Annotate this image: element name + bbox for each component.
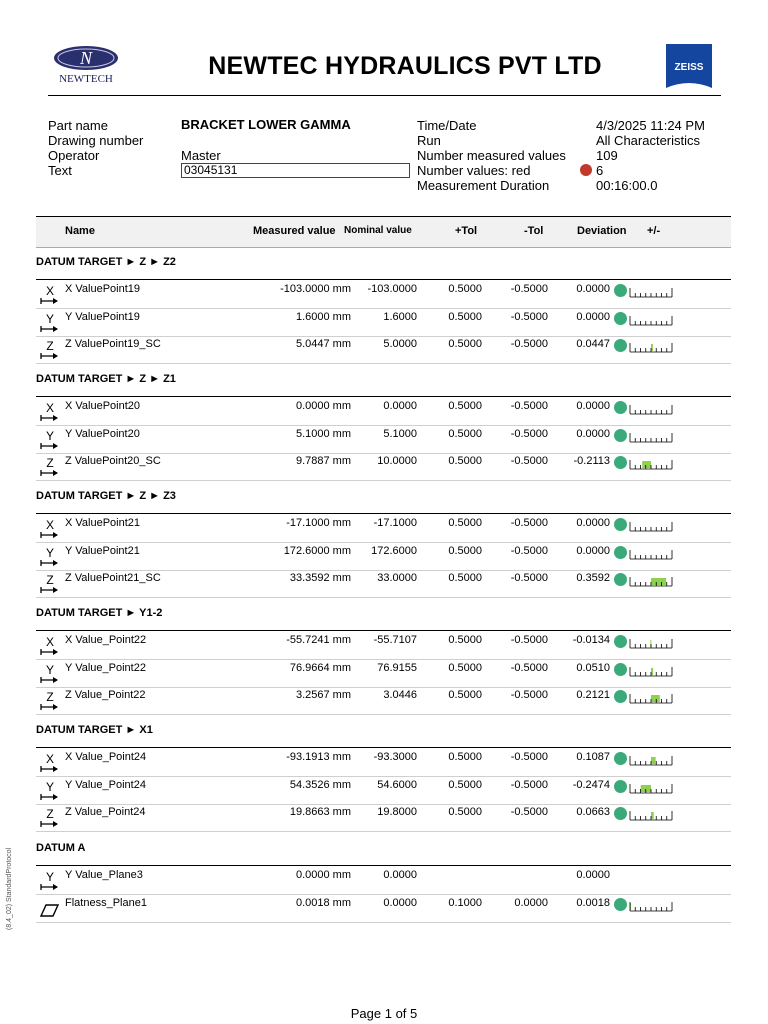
nominal-value: 5.1000 <box>383 427 417 440</box>
y-axis-icon <box>38 867 60 893</box>
minus-tol-value: -0.5000 <box>510 427 548 440</box>
group-title: DATUM A <box>36 842 86 854</box>
table-row <box>36 335 731 364</box>
minus-tol-value: -0.5000 <box>510 400 548 412</box>
info-values-right <box>596 118 705 193</box>
measured-value: 76.9664 mm <box>289 661 351 674</box>
status-dot <box>614 752 627 765</box>
minus-tol-value: -0.5000 <box>510 751 548 763</box>
svg-text:ZEISS: ZEISS <box>674 62 704 73</box>
deviation-fill <box>651 578 666 585</box>
svg-text:Y: Y <box>45 311 55 326</box>
deviation-fill <box>651 695 660 702</box>
deviation-value: -0.2113 <box>573 455 610 468</box>
group-title: DATUM TARGET ► Y1-2 <box>36 607 163 619</box>
x-axis-icon <box>38 515 60 541</box>
plus-tol-value: 0.5000 <box>448 806 482 819</box>
deviation-value: 0.0000 <box>576 310 610 323</box>
deviation-value: 0.1087 <box>576 751 610 763</box>
table-row <box>36 514 731 543</box>
company-name: NEWTEC HYDRAULICS PVT LTD <box>208 52 602 80</box>
number-red-value: 6 <box>596 163 604 178</box>
plus-tol-value: 0.5000 <box>448 455 482 468</box>
characteristic-name: Z Value_Point24 <box>65 806 146 819</box>
minus-tol-value: -0.5000 <box>510 778 548 791</box>
status-dot <box>614 635 627 648</box>
page-number: Page 1 of 5 <box>350 1006 418 1021</box>
status-dot <box>614 780 627 793</box>
minus-tol-value: -0.5000 <box>510 455 548 468</box>
tolerance-bar <box>628 665 674 677</box>
minus-tol-value: -0.5000 <box>510 806 548 819</box>
plus-tol-value: 0.5000 <box>448 427 482 440</box>
plus-tol-value: 0.5000 <box>448 517 482 529</box>
deviation-value: -0.0134 <box>572 634 610 646</box>
characteristic-name: Y Value_Point22 <box>65 661 146 674</box>
table-row <box>36 776 731 805</box>
tolerance-bar <box>628 900 674 912</box>
tolerance-bar <box>628 520 674 532</box>
tolerance-bar <box>628 575 674 587</box>
table-row <box>36 308 731 337</box>
y-axis-icon <box>38 309 60 335</box>
nominal-value: -55.7107 <box>373 634 417 646</box>
minus-tol-value: -0.5000 <box>510 310 548 323</box>
nominal-value: 76.9155 <box>377 661 417 674</box>
svg-text:Z: Z <box>46 456 54 471</box>
flatness-icon <box>38 895 60 921</box>
measured-value: 5.0447 mm <box>295 338 351 351</box>
z-axis-icon <box>38 570 60 596</box>
svg-text:Z: Z <box>46 339 54 354</box>
nominal-value: -103.0000 <box>367 283 417 295</box>
status-dot <box>614 898 627 911</box>
label-time-date: Time/Date <box>417 118 477 133</box>
measured-value: 0.0000 mm <box>295 400 351 412</box>
measured-value: 54.3526 mm <box>289 778 351 791</box>
deviation-fill <box>651 757 656 764</box>
minus-tol-value: 0.0000 <box>514 896 548 909</box>
measured-value: 0.0000 mm <box>295 869 351 881</box>
status-dot <box>614 807 627 820</box>
tolerance-bar <box>628 637 674 649</box>
protocol-note: (8.4_02) StandardProtocol <box>6 847 13 930</box>
characteristic-name: X ValuePoint19 <box>65 283 141 295</box>
svg-text:Z: Z <box>46 573 54 588</box>
tolerance-bar <box>628 782 674 794</box>
nominal-value: 0.0000 <box>383 400 417 412</box>
measured-value: -17.1000 mm <box>286 517 351 529</box>
label-drawing-number: Drawing number <box>48 133 144 148</box>
z-axis-icon <box>38 804 60 830</box>
table-header <box>36 216 731 248</box>
svg-text:Y: Y <box>45 779 55 794</box>
svg-text:X: X <box>45 635 55 649</box>
measured-value: -103.0000 mm <box>280 283 351 295</box>
characteristic-name: Y ValuePoint19 <box>65 310 140 323</box>
z-axis-icon <box>38 336 60 362</box>
characteristic-name: Z ValuePoint20_SC <box>65 455 161 468</box>
number-measured-value: 109 <box>596 148 618 163</box>
status-dot <box>614 339 627 352</box>
x-axis-icon <box>38 749 60 775</box>
minus-tol-value: -0.5000 <box>510 572 548 585</box>
deviation-value: 0.0663 <box>576 806 610 819</box>
table-row <box>36 659 731 688</box>
measured-value: 33.3592 mm <box>289 572 351 585</box>
measured-value: 1.6000 mm <box>295 310 351 323</box>
status-dot <box>614 429 627 442</box>
svg-text:X: X <box>45 518 55 532</box>
characteristic-name: X ValuePoint21 <box>65 517 141 529</box>
minus-tol-value: -0.5000 <box>510 517 548 529</box>
group-title: DATUM TARGET ► Z ► Z2 <box>36 256 176 268</box>
text-value-field: 03045131 <box>181 163 410 178</box>
table-row <box>36 569 731 598</box>
minus-tol-value: -0.5000 <box>510 689 548 702</box>
newtech-logo-text: NEWTECH <box>59 73 113 85</box>
y-axis-icon <box>38 543 60 569</box>
col-measured: Measured value <box>253 225 336 237</box>
status-dot <box>614 312 627 325</box>
x-axis-icon <box>38 281 60 307</box>
characteristic-name: Z ValuePoint19_SC <box>65 338 161 351</box>
svg-text:X: X <box>45 401 55 415</box>
tolerance-bar <box>628 314 674 326</box>
table-row <box>36 894 731 923</box>
deviation-value: 0.0000 <box>576 283 610 295</box>
col-nominal: Nominal value <box>344 225 412 236</box>
plus-tol-value: 0.5000 <box>448 751 482 763</box>
nominal-value: 0.0000 <box>383 896 417 909</box>
table-row <box>36 397 731 426</box>
status-dot <box>614 401 627 414</box>
tolerance-bar <box>628 458 674 470</box>
deviation-value: 0.2121 <box>576 689 610 702</box>
table-row <box>36 452 731 481</box>
label-run: Run <box>417 133 441 148</box>
plus-tol-value: 0.5000 <box>448 544 482 557</box>
svg-text:X: X <box>45 752 55 766</box>
nominal-value: 0.0000 <box>383 869 417 881</box>
tolerance-bar <box>628 286 674 298</box>
col-name: Name <box>65 225 95 237</box>
col-plus-tol: +Tol <box>455 225 478 237</box>
deviation-value: 0.0000 <box>576 869 610 881</box>
status-dot <box>614 518 627 531</box>
characteristic-name: Y Value_Plane3 <box>65 869 143 881</box>
col-minus-tol: -Tol <box>524 225 544 237</box>
deviation-value: 0.3592 <box>576 572 610 585</box>
characteristic-name: X Value_Point24 <box>65 751 147 763</box>
deviation-fill <box>642 461 651 468</box>
status-dot <box>614 456 627 469</box>
plus-tol-value: 0.5000 <box>448 634 482 646</box>
svg-text:X: X <box>45 284 55 298</box>
deviation-value: 0.0000 <box>576 544 610 557</box>
status-dot <box>614 546 627 559</box>
measured-value: -55.7241 mm <box>286 634 351 646</box>
svg-text:Z: Z <box>46 690 54 705</box>
measured-value: 0.0018 mm <box>295 896 351 909</box>
minus-tol-value: -0.5000 <box>510 634 548 646</box>
x-axis-icon <box>38 398 60 424</box>
deviation-value: 0.0000 <box>576 400 610 412</box>
label-number-measured: Number measured values <box>417 148 566 163</box>
measured-value: 3.2567 mm <box>295 689 351 702</box>
tolerance-bar <box>628 692 674 704</box>
deviation-fill <box>651 812 654 819</box>
status-dot <box>614 573 627 586</box>
deviation-value: 0.0000 <box>576 517 610 529</box>
svg-text:Y: Y <box>45 870 55 884</box>
status-dot <box>614 284 627 297</box>
deviation-value: -0.2474 <box>572 778 610 791</box>
characteristic-name: Y Value_Point24 <box>65 778 146 791</box>
minus-tol-value: -0.5000 <box>510 661 548 674</box>
nominal-value: 1.6000 <box>383 310 417 323</box>
time-date-value: 4/3/2025 11:24 PM <box>596 118 705 133</box>
measured-value: 9.7887 mm <box>295 455 351 468</box>
label-measurement-duration: Measurement Duration <box>417 178 550 193</box>
nominal-value: -17.1000 <box>373 517 417 529</box>
measured-value: 172.6000 mm <box>283 544 351 557</box>
deviation-value: 0.0018 <box>576 896 610 909</box>
measurement-duration-value: 00:16:00.0 <box>596 178 658 193</box>
svg-text:Y: Y <box>45 662 55 677</box>
nominal-value: 19.8000 <box>377 806 417 819</box>
measured-value: 5.1000 mm <box>295 427 351 440</box>
label-text: Text <box>48 163 72 178</box>
col-plus-minus: +/- <box>647 225 661 237</box>
plus-tol-value: 0.5000 <box>448 778 482 791</box>
plus-tol-value: 0.5000 <box>448 689 482 702</box>
table-row <box>36 748 731 777</box>
deviation-value: 0.0447 <box>576 338 610 351</box>
characteristic-name: X Value_Point22 <box>65 634 147 646</box>
svg-text:Y: Y <box>45 545 55 560</box>
measured-value: -93.1913 mm <box>286 751 351 763</box>
characteristic-name: Y ValuePoint21 <box>65 544 140 557</box>
nominal-value: -93.3000 <box>373 751 417 763</box>
nominal-value: 33.0000 <box>377 572 417 585</box>
group-title: DATUM TARGET ► Z ► Z1 <box>36 373 176 385</box>
plus-tol-value: 0.5000 <box>448 400 482 412</box>
svg-text:Z: Z <box>46 807 54 822</box>
table-row <box>36 631 731 660</box>
y-axis-icon <box>38 777 60 803</box>
nominal-value: 172.6000 <box>371 544 417 557</box>
measured-value: 19.8663 mm <box>289 806 351 819</box>
table-row <box>36 803 731 832</box>
tolerance-bar <box>628 403 674 415</box>
group-title: DATUM TARGET ► X1 <box>36 724 153 736</box>
plus-tol-value: 0.5000 <box>448 283 482 295</box>
red-status-dot <box>580 164 592 176</box>
table-row <box>36 280 731 309</box>
tolerance-bar <box>628 431 674 443</box>
table-row <box>36 866 731 895</box>
minus-tol-value: -0.5000 <box>510 283 548 295</box>
run-value: All Characteristics <box>596 133 701 148</box>
operator-value: Master <box>181 148 221 163</box>
nominal-value: 10.0000 <box>377 455 417 468</box>
plus-tol-value: 0.5000 <box>448 310 482 323</box>
minus-tol-value: -0.5000 <box>510 338 548 351</box>
label-number-red: Number values: red <box>417 163 531 178</box>
characteristic-name: Flatness_Plane1 <box>65 896 147 909</box>
status-dot <box>614 690 627 703</box>
y-axis-icon <box>38 426 60 452</box>
col-deviation: Deviation <box>577 225 627 237</box>
label-part-name: Part name <box>48 118 108 133</box>
y-axis-icon <box>38 660 60 686</box>
deviation-value: 0.0510 <box>576 661 610 674</box>
tolerance-bar <box>628 548 674 560</box>
z-axis-icon <box>38 453 60 479</box>
table-row <box>36 686 731 715</box>
svg-text:Y: Y <box>45 428 55 443</box>
zeiss-logo <box>666 44 712 88</box>
tolerance-bar <box>628 809 674 821</box>
characteristic-name: X ValuePoint20 <box>65 400 141 412</box>
characteristic-name: Y ValuePoint20 <box>65 427 140 440</box>
plus-tol-value: 0.5000 <box>448 661 482 674</box>
tolerance-bar <box>628 754 674 766</box>
characteristic-name: Z ValuePoint21_SC <box>65 572 161 585</box>
label-operator: Operator <box>48 148 100 163</box>
group-title: DATUM TARGET ► Z ► Z3 <box>36 490 176 502</box>
plus-tol-value: 0.5000 <box>448 338 482 351</box>
plus-tol-value: 0.5000 <box>448 572 482 585</box>
tolerance-bar <box>628 341 674 353</box>
nominal-value: 54.6000 <box>377 778 417 791</box>
info-labels-right <box>417 118 566 193</box>
svg-text:N: N <box>79 48 93 68</box>
table-row <box>36 425 731 454</box>
nominal-value: 3.0446 <box>383 689 417 702</box>
minus-tol-value: -0.5000 <box>510 544 548 557</box>
deviation-value: 0.0000 <box>576 427 610 440</box>
z-axis-icon <box>38 687 60 713</box>
x-axis-icon <box>38 632 60 658</box>
table-row <box>36 542 731 571</box>
nominal-value: 5.0000 <box>383 338 417 351</box>
characteristic-name: Z Value_Point22 <box>65 689 146 702</box>
plus-tol-value: 0.1000 <box>448 896 482 909</box>
info-labels-left <box>48 118 143 178</box>
header-divider <box>48 95 721 96</box>
status-dot <box>614 663 627 676</box>
part-name-value: BRACKET LOWER GAMMA <box>181 117 351 132</box>
